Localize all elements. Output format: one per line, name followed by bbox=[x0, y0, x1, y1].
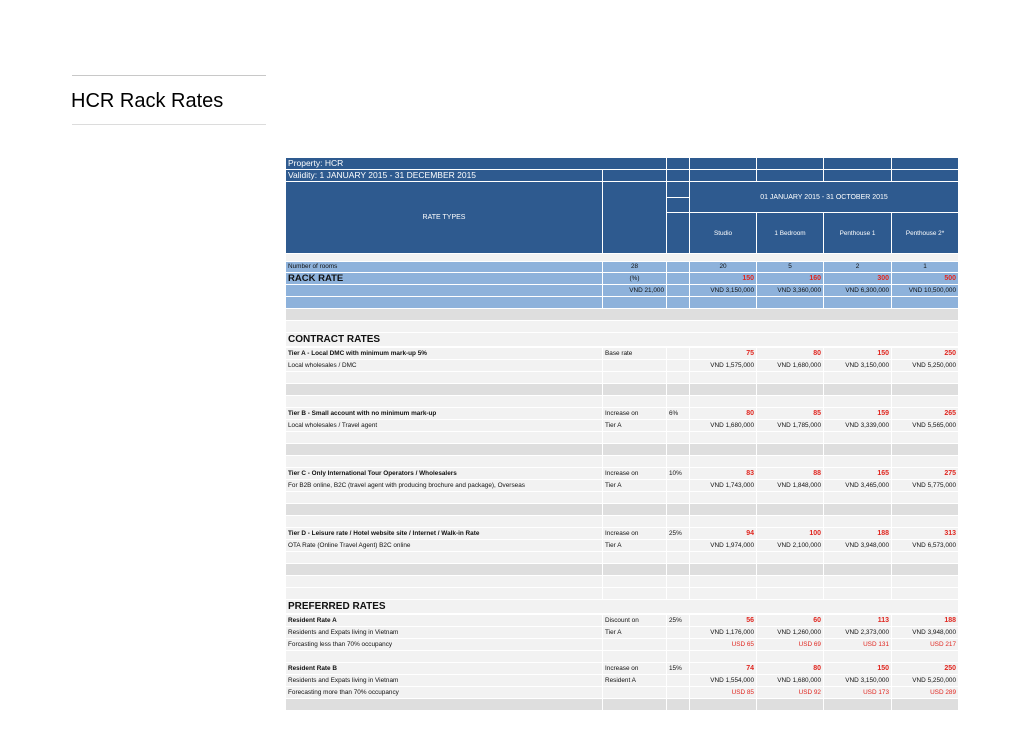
tier-description: Local wholesales / Travel agent bbox=[286, 420, 603, 432]
tier-description: Local wholesales / DMC bbox=[286, 360, 603, 372]
tier-percent bbox=[667, 348, 690, 360]
table-row bbox=[286, 516, 959, 528]
tier-basis-ref: Tier A bbox=[603, 420, 667, 432]
resident-basis-ref: Resident A bbox=[603, 675, 667, 687]
room-type-studio: Studio bbox=[690, 213, 757, 254]
preferred-rates-table bbox=[285, 614, 959, 711]
table-row bbox=[286, 540, 959, 552]
tier-title: Tier A - Local DMC with minimum mark-up 5% bbox=[286, 348, 603, 360]
room-type-penthouse-2: Penthouse 2* bbox=[892, 213, 959, 254]
tier-vnd: VND 1,575,000 bbox=[690, 360, 757, 372]
room-type-penthouse-1: Penthouse 1 bbox=[824, 213, 892, 254]
resident-usd-converted: USD 217 bbox=[892, 639, 959, 651]
table-row bbox=[286, 588, 959, 600]
resident-usd: 56 bbox=[690, 615, 757, 627]
table-row bbox=[286, 576, 959, 588]
rack-usd: 500 bbox=[892, 273, 959, 285]
tier-vnd: VND 1,974,000 bbox=[690, 540, 757, 552]
tier-vnd: VND 5,250,000 bbox=[892, 360, 959, 372]
contract-rates-heading: CONTRACT RATES bbox=[286, 333, 959, 347]
tier-usd: 275 bbox=[892, 468, 959, 480]
tier-vnd: VND 1,743,000 bbox=[690, 480, 757, 492]
resident-usd: 80 bbox=[757, 663, 824, 675]
tier-basis: Increase on bbox=[603, 528, 667, 540]
resident-usd: 150 bbox=[824, 663, 892, 675]
period-header: 01 JANUARY 2015 - 31 OCTOBER 2015 bbox=[690, 182, 959, 213]
resident-vnd: VND 1,680,000 bbox=[757, 675, 824, 687]
tier-vnd: VND 1,785,000 bbox=[757, 420, 824, 432]
resident-rate-title: Resident Rate A bbox=[286, 615, 603, 627]
tier-usd: 83 bbox=[690, 468, 757, 480]
rack-pct-label: (%) bbox=[603, 273, 667, 285]
resident-vnd: VND 5,250,000 bbox=[892, 675, 959, 687]
resident-usd-converted: USD 173 bbox=[824, 687, 892, 699]
resident-description: Residents and Expats living in Vietnam bbox=[286, 675, 603, 687]
preferred-rates-heading: PREFERRED RATES bbox=[286, 600, 959, 614]
resident-occupancy-note: Forcasting less than 70% occupancy bbox=[286, 639, 603, 651]
resident-rate-title: Resident Rate B bbox=[286, 663, 603, 675]
tier-usd: 80 bbox=[690, 408, 757, 420]
table-row bbox=[286, 675, 959, 687]
table-row bbox=[286, 372, 959, 384]
table-row bbox=[286, 432, 959, 444]
resident-vnd: VND 1,554,000 bbox=[690, 675, 757, 687]
rack-base-rate: VND 21,000 bbox=[603, 285, 667, 297]
resident-usd-converted: USD 92 bbox=[757, 687, 824, 699]
tier-title: Tier D - Leisure rate / Hotel website site / Internet / Walk-in Rate bbox=[286, 528, 603, 540]
tier-usd: 88 bbox=[757, 468, 824, 480]
tier-usd: 150 bbox=[824, 348, 892, 360]
resident-occupancy-note: Forecasting more than 70% occupancy bbox=[286, 687, 603, 699]
tier-percent: 6% bbox=[667, 408, 690, 420]
rack-rate-label: RACK RATE bbox=[286, 273, 603, 285]
tier-vnd: VND 5,565,000 bbox=[892, 420, 959, 432]
tier-percent: 10% bbox=[667, 468, 690, 480]
room-type-1-bedroom: 1 Bedroom bbox=[757, 213, 824, 254]
rack-usd: 160 bbox=[757, 273, 824, 285]
resident-basis: Increase on bbox=[603, 663, 667, 675]
tier-vnd: VND 1,680,000 bbox=[690, 420, 757, 432]
resident-percent: 15% bbox=[667, 663, 690, 675]
tier-vnd: VND 1,848,000 bbox=[757, 480, 824, 492]
resident-description: Residents and Expats living in Vietnam bbox=[286, 627, 603, 639]
table-row bbox=[286, 360, 959, 372]
property-label: Property: HCR bbox=[286, 158, 667, 170]
table-row bbox=[286, 396, 959, 408]
resident-usd: 188 bbox=[892, 615, 959, 627]
tier-title: Tier B - Small account with no minimum mark-up bbox=[286, 408, 603, 420]
validity-label: Validity: 1 JANUARY 2015 - 31 DECEMBER 2015 bbox=[286, 170, 603, 182]
table-row bbox=[286, 687, 959, 699]
contract-rates-table bbox=[285, 347, 959, 614]
rooms-label: Number of rooms bbox=[286, 262, 603, 273]
rooms-value: 20 bbox=[690, 262, 757, 273]
resident-basis-ref: Tier A bbox=[603, 627, 667, 639]
tier-basis-ref: Tier A bbox=[603, 480, 667, 492]
tier-title: Tier C - Only International Tour Operators / Wholesalers bbox=[286, 468, 603, 480]
tier-usd: 165 bbox=[824, 468, 892, 480]
tier-vnd: VND 3,150,000 bbox=[824, 360, 892, 372]
tier-usd: 188 bbox=[824, 528, 892, 540]
resident-usd-converted: USD 65 bbox=[690, 639, 757, 651]
table-row bbox=[286, 552, 959, 564]
table-row bbox=[286, 408, 959, 420]
table-row bbox=[286, 444, 959, 456]
table-row bbox=[286, 468, 959, 480]
table-row bbox=[286, 480, 959, 492]
rack-vnd: VND 3,150,000 bbox=[690, 285, 757, 297]
tier-percent: 25% bbox=[667, 528, 690, 540]
tier-vnd: VND 2,100,000 bbox=[757, 540, 824, 552]
tier-usd: 85 bbox=[757, 408, 824, 420]
tier-vnd: VND 3,948,000 bbox=[824, 540, 892, 552]
resident-usd: 60 bbox=[757, 615, 824, 627]
table-row bbox=[286, 663, 959, 675]
tier-vnd: VND 3,465,000 bbox=[824, 480, 892, 492]
rooms-value: 1 bbox=[892, 262, 959, 273]
resident-vnd: VND 1,176,000 bbox=[690, 627, 757, 639]
tier-description: For B2B online, B2C (travel agent with producing brochure and package), Overseas bbox=[286, 480, 603, 492]
tier-basis-ref: Tier A bbox=[603, 540, 667, 552]
resident-usd-converted: USD 69 bbox=[757, 639, 824, 651]
resident-vnd: VND 3,948,000 bbox=[892, 627, 959, 639]
tier-usd: 94 bbox=[690, 528, 757, 540]
rack-usd: 300 bbox=[824, 273, 892, 285]
resident-vnd: VND 2,373,000 bbox=[824, 627, 892, 639]
rack-vnd: VND 6,300,000 bbox=[824, 285, 892, 297]
rooms-total: 28 bbox=[603, 262, 667, 273]
table-row bbox=[286, 528, 959, 540]
resident-usd-converted: USD 85 bbox=[690, 687, 757, 699]
rooms-value: 2 bbox=[824, 262, 892, 273]
tier-vnd: VND 1,680,000 bbox=[757, 360, 824, 372]
page-title: HCR Rack Rates bbox=[71, 90, 224, 112]
tier-basis: Increase on bbox=[603, 408, 667, 420]
resident-usd-converted: USD 131 bbox=[824, 639, 892, 651]
tier-usd: 313 bbox=[892, 528, 959, 540]
table-row bbox=[286, 348, 959, 360]
rack-usd: 150 bbox=[690, 273, 757, 285]
resident-usd: 113 bbox=[824, 615, 892, 627]
table-row bbox=[286, 627, 959, 639]
tier-basis: Increase on bbox=[603, 468, 667, 480]
tier-usd: 250 bbox=[892, 348, 959, 360]
tier-vnd: VND 6,573,000 bbox=[892, 540, 959, 552]
tier-basis-ref bbox=[603, 360, 667, 372]
resident-usd: 250 bbox=[892, 663, 959, 675]
tier-usd: 100 bbox=[757, 528, 824, 540]
resident-basis: Discount on bbox=[603, 615, 667, 627]
tier-usd: 80 bbox=[757, 348, 824, 360]
resident-percent: 25% bbox=[667, 615, 690, 627]
tier-basis: Base rate bbox=[603, 348, 667, 360]
table-row bbox=[286, 615, 959, 627]
resident-vnd: VND 3,150,000 bbox=[824, 675, 892, 687]
table-row bbox=[286, 456, 959, 468]
resident-vnd: VND 1,260,000 bbox=[757, 627, 824, 639]
rooms-value: 5 bbox=[757, 262, 824, 273]
title-rule-top bbox=[72, 75, 266, 76]
tier-usd: 159 bbox=[824, 408, 892, 420]
resident-usd: 74 bbox=[690, 663, 757, 675]
tier-description: OTA Rate (Online Travel Agent) B2C online bbox=[286, 540, 603, 552]
tier-vnd: VND 5,775,000 bbox=[892, 480, 959, 492]
table-row bbox=[286, 651, 959, 663]
rack-rate-table bbox=[285, 157, 959, 347]
table-row bbox=[286, 699, 959, 711]
table-row bbox=[286, 564, 959, 576]
tier-vnd: VND 3,339,000 bbox=[824, 420, 892, 432]
rate-types-header: RATE TYPES bbox=[286, 182, 603, 254]
table-row bbox=[286, 504, 959, 516]
tier-usd: 75 bbox=[690, 348, 757, 360]
table-row bbox=[286, 420, 959, 432]
tier-usd: 265 bbox=[892, 408, 959, 420]
resident-usd-converted: USD 289 bbox=[892, 687, 959, 699]
rack-vnd: VND 3,360,000 bbox=[757, 285, 824, 297]
table-row bbox=[286, 639, 959, 651]
table-row bbox=[286, 492, 959, 504]
rack-vnd: VND 10,500,000 bbox=[892, 285, 959, 297]
rate-sheet bbox=[285, 157, 958, 711]
title-rule-bottom bbox=[72, 124, 266, 125]
table-row bbox=[286, 384, 959, 396]
